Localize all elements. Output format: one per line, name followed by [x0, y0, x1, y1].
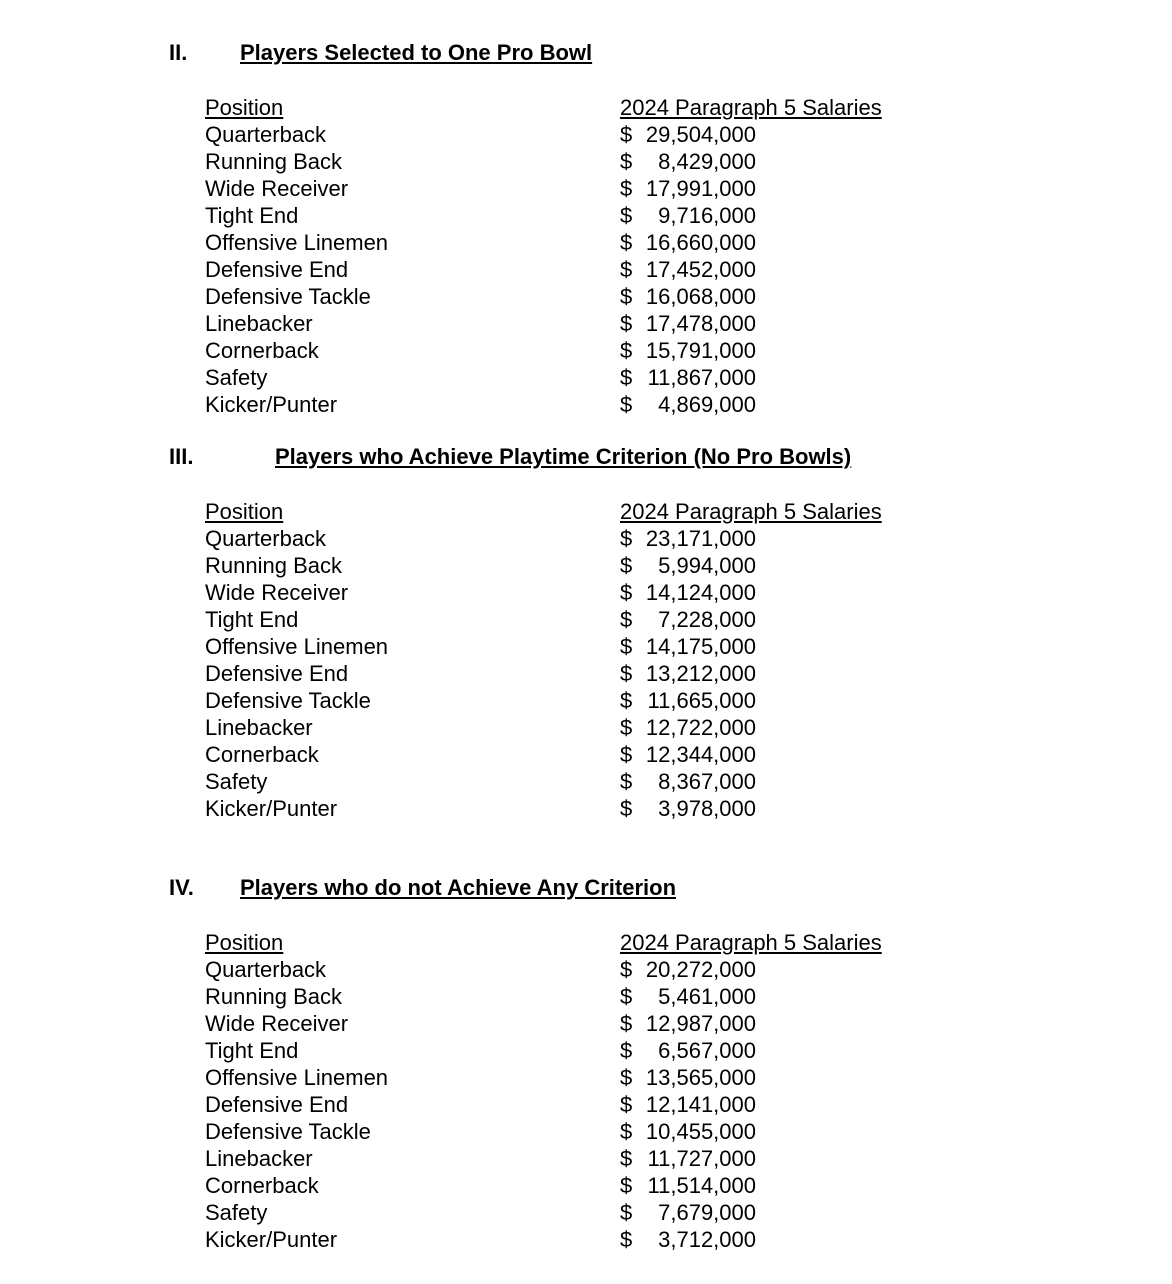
currency-symbol: $ — [620, 688, 633, 713]
salary-column — [620, 499, 1040, 823]
salary-amount: 20,272,000 — [645, 957, 756, 982]
position-cell: Kicker/Punter — [205, 796, 338, 821]
salary-amount: 9,716,000 — [658, 203, 756, 228]
salary-cell — [620, 1011, 756, 1038]
position-cell: Safety — [205, 365, 268, 390]
currency-symbol: $ — [620, 122, 633, 147]
currency-symbol: $ — [620, 1011, 633, 1036]
currency-symbol: $ — [620, 1227, 633, 1252]
position-cell: Wide Receiver — [205, 176, 349, 201]
salary-cell — [620, 203, 756, 230]
position-cell: Defensive End — [205, 1092, 349, 1117]
currency-symbol: $ — [620, 338, 633, 363]
currency-symbol: $ — [620, 957, 633, 982]
position-cell: Linebacker — [205, 1146, 313, 1171]
salary-amount: 11,727,000 — [647, 1146, 756, 1171]
currency-symbol: $ — [620, 1173, 633, 1198]
position-cell: Quarterback — [205, 957, 327, 982]
salary-cell — [620, 392, 756, 419]
salary-amount: 8,429,000 — [658, 149, 756, 174]
position-cell: Running Back — [205, 984, 342, 1009]
salary-cell — [620, 257, 756, 284]
currency-symbol: $ — [620, 230, 633, 255]
salary-amount: 13,565,000 — [645, 1065, 756, 1090]
currency-symbol: $ — [620, 1065, 633, 1090]
currency-symbol: $ — [620, 634, 633, 659]
salary-cell — [620, 149, 756, 176]
salary-amount: 13,212,000 — [645, 661, 756, 686]
salary-amount: 7,679,000 — [658, 1200, 756, 1225]
salary-cell — [620, 607, 756, 634]
position-cell: Defensive Tackle — [205, 1119, 371, 1144]
salary-amount: 17,478,000 — [645, 311, 756, 336]
salary-cell — [620, 796, 756, 823]
currency-symbol: $ — [620, 284, 633, 309]
salary-column — [620, 95, 1040, 419]
salary-cell — [620, 957, 756, 984]
salary-amount: 3,978,000 — [658, 796, 756, 821]
salary-amount: 5,461,000 — [658, 984, 756, 1009]
salary-cell — [620, 365, 756, 392]
salary-cell — [620, 1173, 756, 1200]
position-cell: Defensive End — [205, 257, 349, 282]
position-cell: Running Back — [205, 149, 342, 174]
position-cell: Offensive Linemen — [205, 230, 389, 255]
salary-cell — [620, 769, 756, 796]
section-title: Players who do not Achieve Any Criterion — [240, 875, 677, 900]
position-cell: Defensive End — [205, 661, 349, 686]
position-cell: Cornerback — [205, 1173, 319, 1198]
currency-symbol: $ — [620, 769, 633, 794]
section-number: III. — [169, 444, 194, 469]
position-cell: Safety — [205, 769, 268, 794]
salary-cell — [620, 1065, 756, 1092]
salary-header: 2024 Paragraph 5 Salaries — [620, 930, 882, 955]
currency-symbol: $ — [620, 1119, 633, 1144]
position-cell: Quarterback — [205, 526, 327, 551]
currency-symbol: $ — [620, 742, 633, 767]
salary-amount: 29,504,000 — [645, 122, 756, 147]
salary-cell — [620, 1038, 756, 1065]
salary-cell — [620, 688, 756, 715]
currency-symbol: $ — [620, 203, 633, 228]
position-cell: Running Back — [205, 553, 342, 578]
salary-cell — [620, 526, 756, 553]
salary-amount: 3,712,000 — [658, 1227, 756, 1252]
salary-cell — [620, 176, 756, 203]
currency-symbol: $ — [620, 796, 633, 821]
position-cell: Linebacker — [205, 715, 313, 740]
position-cell: Tight End — [205, 203, 299, 228]
salary-amount: 11,867,000 — [647, 365, 756, 390]
salary-cell — [620, 742, 756, 769]
salary-amount: 17,452,000 — [645, 257, 756, 282]
position-header: Position — [205, 95, 284, 120]
salary-amount: 23,171,000 — [645, 526, 756, 551]
position-cell: Safety — [205, 1200, 268, 1225]
salary-cell — [620, 284, 756, 311]
currency-symbol: $ — [620, 392, 633, 417]
position-cell: Tight End — [205, 1038, 299, 1063]
salary-cell — [620, 122, 756, 149]
currency-symbol: $ — [620, 1092, 633, 1117]
salary-cell — [620, 984, 756, 1011]
salary-cell — [620, 338, 756, 365]
position-cell: Offensive Linemen — [205, 1065, 389, 1090]
salary-amount: 10,455,000 — [645, 1119, 756, 1144]
position-cell: Quarterback — [205, 122, 327, 147]
currency-symbol: $ — [620, 176, 633, 201]
salary-amount: 14,175,000 — [645, 634, 756, 659]
salary-header: 2024 Paragraph 5 Salaries — [620, 499, 882, 524]
salary-cell — [620, 580, 756, 607]
position-header: Position — [205, 930, 284, 955]
salary-amount: 17,991,000 — [645, 176, 756, 201]
salary-amount: 12,987,000 — [645, 1011, 756, 1036]
position-cell: Wide Receiver — [205, 580, 349, 605]
section-number: II. — [169, 40, 188, 65]
salary-amount: 12,344,000 — [645, 742, 756, 767]
salary-header: 2024 Paragraph 5 Salaries — [620, 95, 882, 120]
position-cell: Cornerback — [205, 742, 319, 767]
position-cell: Tight End — [205, 607, 299, 632]
currency-symbol: $ — [620, 149, 633, 174]
salary-amount: 11,665,000 — [647, 688, 756, 713]
position-cell: Defensive Tackle — [205, 688, 371, 713]
salary-cell — [620, 634, 756, 661]
salary-cell — [620, 661, 756, 688]
currency-symbol: $ — [620, 526, 633, 551]
salary-amount: 12,141,000 — [645, 1092, 756, 1117]
salary-cell — [620, 1227, 756, 1254]
salary-amount: 12,722,000 — [645, 715, 756, 740]
currency-symbol: $ — [620, 580, 633, 605]
position-cell: Wide Receiver — [205, 1011, 349, 1036]
currency-symbol: $ — [620, 715, 633, 740]
salary-cell — [620, 311, 756, 338]
section-title: Players who Achieve Playtime Criterion (No Pro Bowls) — [275, 444, 852, 469]
position-column — [205, 499, 585, 823]
currency-symbol: $ — [620, 607, 633, 632]
salary-cell — [620, 230, 756, 257]
position-header: Position — [205, 499, 284, 524]
salary-cell — [620, 1146, 756, 1173]
salary-amount: 5,994,000 — [658, 553, 756, 578]
salary-amount: 16,068,000 — [645, 284, 756, 309]
salary-amount: 16,660,000 — [645, 230, 756, 255]
section-title: Players Selected to One Pro Bowl — [240, 40, 593, 65]
salary-cell — [620, 715, 756, 742]
salary-cell — [620, 553, 756, 580]
salary-amount: 6,567,000 — [658, 1038, 756, 1063]
currency-symbol: $ — [620, 1038, 633, 1063]
position-cell: Kicker/Punter — [205, 1227, 338, 1252]
position-cell: Defensive Tackle — [205, 284, 371, 309]
position-cell: Linebacker — [205, 311, 313, 336]
salary-amount: 15,791,000 — [645, 338, 756, 363]
currency-symbol: $ — [620, 1200, 633, 1225]
salary-cell — [620, 1119, 756, 1146]
salary-column — [620, 930, 1040, 1254]
salary-amount: 11,514,000 — [647, 1173, 756, 1198]
position-column — [205, 930, 585, 1254]
currency-symbol: $ — [620, 311, 633, 336]
currency-symbol: $ — [620, 1146, 633, 1171]
salary-cell — [620, 1092, 756, 1119]
position-cell: Cornerback — [205, 338, 319, 363]
position-column — [205, 95, 585, 419]
position-cell: Kicker/Punter — [205, 392, 338, 417]
position-cell: Offensive Linemen — [205, 634, 389, 659]
salary-amount: 4,869,000 — [658, 392, 756, 417]
currency-symbol: $ — [620, 984, 633, 1009]
currency-symbol: $ — [620, 661, 633, 686]
salary-amount: 14,124,000 — [645, 580, 756, 605]
currency-symbol: $ — [620, 365, 633, 390]
section-number: IV. — [169, 875, 194, 900]
currency-symbol: $ — [620, 257, 633, 282]
currency-symbol: $ — [620, 553, 633, 578]
salary-amount: 7,228,000 — [658, 607, 756, 632]
salary-amount: 8,367,000 — [658, 769, 756, 794]
salary-cell — [620, 1200, 756, 1227]
